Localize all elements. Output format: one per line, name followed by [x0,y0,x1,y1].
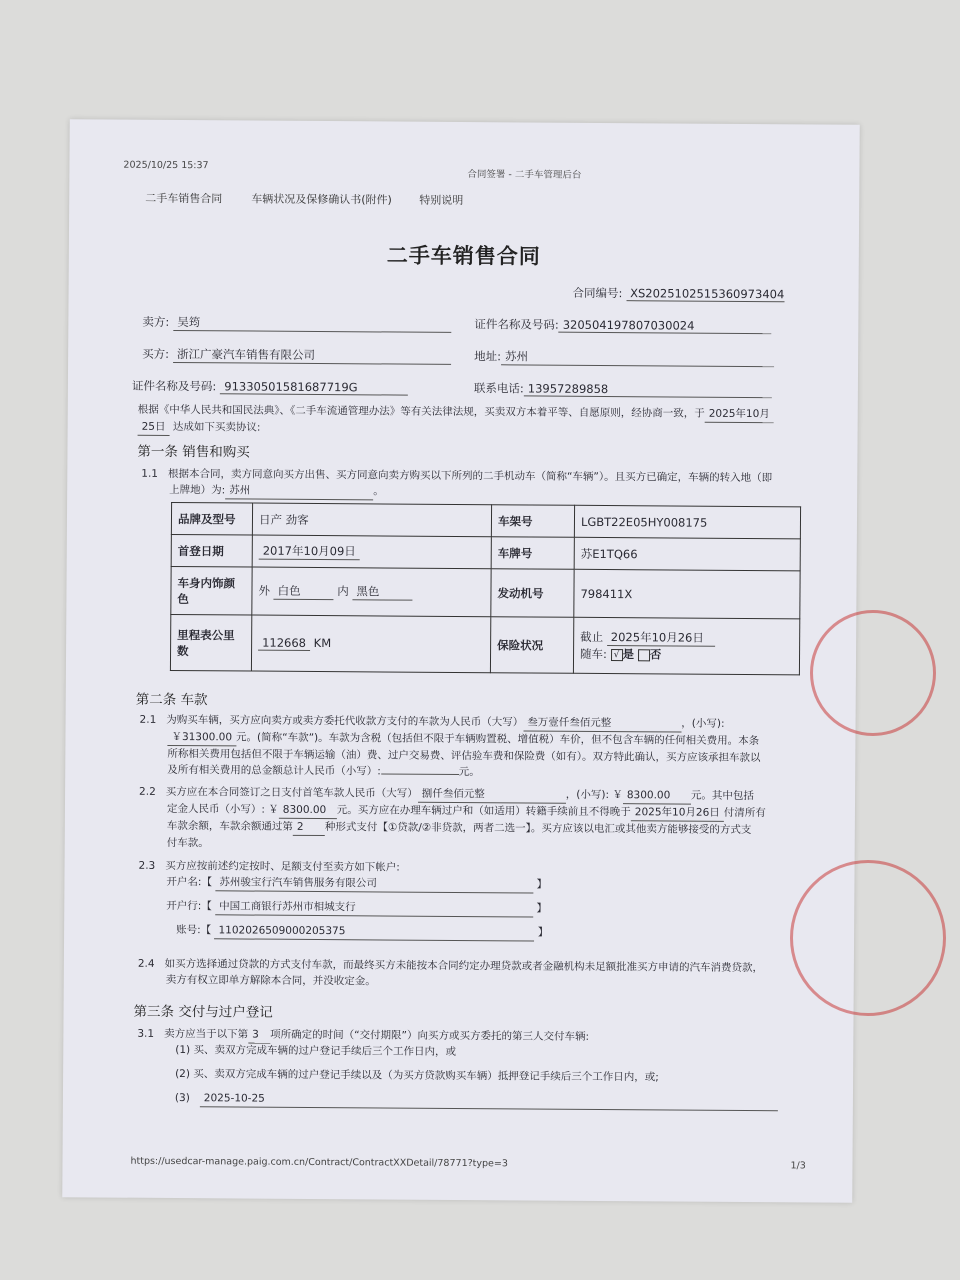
clause-1-1-text-b: 上牌地）为: [169,483,226,497]
clause-2-2-text-c: 元。其中包括 [690,789,754,803]
plate-value: 苏E1TQ66 [574,537,800,571]
delivery-option-number: 3 [248,1027,270,1044]
clause-2-1-text-f: 元。 [458,765,480,779]
clause-2-2-text-a: 买方应在本合同签订之日支付首笔车款人民币（大写） [165,785,418,800]
ext-color: 白色 [274,583,334,600]
agreement-date-a: 2025年10月 [705,406,774,423]
preamble [138,402,774,440]
registration-place: 苏州 [225,482,373,500]
page-title: 二手车销售合同 [386,243,541,269]
company-seal-stamp [810,610,936,736]
clause-1-1-num: 1.1 [141,467,159,480]
buyer-name: 浙江广豪汽车销售有限公司 [173,346,451,365]
delivery-date: 2025-10-25 [200,1090,778,1111]
phone-label: 联系电话: [473,381,524,396]
clause-1-1 [141,466,772,503]
clause-2-4-text-b: 卖方有权立即单方解除本合同，并没收定金。 [165,973,376,988]
seller-label: 卖方: [142,314,170,329]
with-car-yes-checkbox[interactable]: √ [611,649,623,661]
clause-3-1-text-a: 卖方应当于以下第 [164,1027,249,1041]
bank-bracket: 】 [536,902,548,915]
bank-row [166,898,547,918]
final-payment-date: 2025年10月26日 [631,804,724,822]
reg-date-value: 2017年10月09日 [259,543,360,561]
delivery-option-1: (1) 买、卖双方完成车辆的过户登记手续后三个工作日内，或 [175,1044,457,1058]
ext-color-label: 外 [258,583,271,598]
insurance-label: 保险状况 [490,617,573,674]
clause-2-2-text-e: 元。买方应在办理车辆过户和（如适用）转籍手续前且不得晚于 [336,804,631,819]
price-amount: ￥31300.00 [167,729,236,746]
engine-value: 798411X [574,569,800,619]
seller-name: 吴筠 [173,314,451,333]
vin-value: LGBT22E05HY008175 [574,505,800,539]
tab-special-notes[interactable]: 特别说明 [419,193,464,208]
clause-3-1-text-b: 项所确定的时间（“交付期限”）向买方或买方委托的第三人交付车辆: [270,1028,590,1043]
plate-label: 车牌号 [491,537,574,570]
vin-label: 车架号 [491,505,574,538]
clause-2-2-text-i: 付车款。 [166,836,209,850]
delivery-option-3-label: (3) [174,1092,190,1105]
clause-1-1-text-a: 根据本合同，卖方同意向买方出售、买方同意向卖方购买以下所列的二手机动车（简称“车辆”）。且买方已确定，车辆的转入地（即 [167,467,773,485]
clause-2-1-text-c: 元。(简称“车款”)。车款为含税（包括但不限于车辆购置税、增值税）车价，但不包含车辆的任何相关费用。本条 [236,731,760,748]
account-name-bracket: 】 [536,878,548,891]
footer-url: https://usedcar-manage.paig.com.cn/Contract/ContractXXDetail/78771?type=3 [130,1155,508,1170]
address: 苏州 [501,348,774,367]
preamble-text: 根据《中华人民共和国民法典》、《二手车流通管理办法》等有关法律法规，买卖双方本着平等、自愿原则，经协商一致，于 [137,403,705,420]
deposit-amount: 8300.00 [279,802,337,819]
clause-2-3-num: 2.3 [138,859,156,872]
company-seal-stamp-lower [790,860,946,1016]
first-payment-uppercase: 捌仟叁佰元整 [418,786,566,804]
account-name-row [166,874,547,894]
clause-2-2-text-h: 种形式支付【①贷款/②非贷款，两者二选一】。买方应该以电汇或其他卖方能够接受的方式支 [324,821,752,837]
preamble-tail: 达成如下买卖协议: [172,420,261,434]
insurance-until: 2025年10月26日 [607,629,715,647]
contract-no: XS20251025153609734​04 [626,286,784,302]
payment-method-number: 2 [293,819,325,836]
total-amount-blank [381,773,459,775]
buyer-label: 买方: [142,346,170,361]
clause-1-1-end: 。 [373,485,384,498]
clause-2-2-text-f: 付清所有 [723,806,766,820]
clause-2-2-text-b: ，(小写): ￥ [565,788,623,802]
with-car-no-checkbox[interactable] [638,649,650,661]
clause-2-1-text-a: 为购买车辆，买方应向卖方或卖方委托代收款方支付的车款为人民币（大写） [166,713,524,729]
price-uppercase: 叁万壹仟叁佰元整 [523,714,681,732]
brand-value: 日产 劲客 [252,503,491,537]
with-car-yes-label: 是 [622,647,635,662]
brand-label: 品牌及型号 [171,502,252,535]
first-payment-amount: 8300.00 [623,787,691,804]
article-2-heading: 第二条 车款 [135,691,208,709]
contract-paper [62,119,860,1202]
delivery-option-3 [175,1090,778,1111]
seller-id-label: 证件名称及号码: [474,317,559,332]
clause-2-4 [138,956,763,992]
engine-label: 发动机号 [491,569,574,618]
account-no-bracket: 】 [537,926,549,939]
tab-vehicle-condition[interactable]: 车辆状况及保修确认书(附件) [251,192,392,207]
vehicle-table [170,502,801,675]
color-label: 车身内饰颜色 [171,566,252,615]
account-name-label: 开户名:【 [166,875,213,889]
clause-2-4-text-a: 如买方选择通过贷款的方式支付车款，而最终买方未能按本合同约定办理贷款或者金融机构未足额批准买方申请的汽车消费贷款， [164,957,764,975]
phone: 13957289858 [524,381,772,398]
delivery-option-2: (2) 买、卖双方完成车辆的过户登记手续以及（为买方贷款购买车辆）抵押登记手续后三个工作日内，或; [175,1068,659,1084]
clause-2-1-num: 2.1 [139,713,157,726]
page-number: 1/3 [790,1160,806,1172]
clause-2-4-num: 2.4 [137,957,155,970]
print-datetime: 2025/10/25 15:37 [123,159,209,172]
mileage-unit: KM [313,635,332,651]
account-no: 1102026509000205375 [214,922,534,941]
clause-2-1-text-b: ，(小写): [681,717,725,730]
int-color: 黑色 [352,583,412,600]
bank-label: 开户行:【 [166,899,212,913]
account-name: 苏州骏宝行汽车销售服务有限公司 [215,874,533,893]
insurance-until-label: 截止 [580,629,604,644]
article-3-heading: 第三条 交付与过户登记 [133,1003,273,1021]
buyer-id-label: 证件名称及号码: [131,378,217,394]
mileage-value: 112668 [258,636,310,651]
seller-id: 320504197807030024 [559,318,772,334]
clause-2-2-text-d: 定金人民币（小写）: ￥ [166,802,279,816]
account-no-label: 账号:【 [176,924,212,937]
bank-name: 中国工商银行苏州市相城支行 [215,898,533,917]
clause-2-2 [139,784,766,855]
clause-2-1 [139,712,761,782]
clause-2-3-text: 买方应按前述约定按时、足额支付至卖方如下帐户: [165,859,400,874]
clause-2-2-text-g: 车款余额，车款余额通过第 [166,819,293,833]
int-color-label: 内 [337,584,349,599]
buyer-id: 91330501581687719G [220,379,408,395]
article-1-heading: 第一条 销售和购买 [137,443,250,461]
clause-2-3 [139,858,400,876]
address-label: 地址: [474,349,502,364]
agreement-date-b: 25日 [138,419,170,436]
account-no-row [176,922,548,942]
clause-2-2-num: 2.2 [139,785,156,798]
with-car-no-label: 否 [649,647,662,662]
clause-3-1-num: 3.1 [137,1027,155,1040]
contract-no-label: 合同编号: [572,285,623,301]
with-car-label: 随车: [580,646,607,662]
mileage-label: 里程表公里数 [170,614,251,671]
clause-2-1-text-d: 所称相关费用包括但不限于车辆运输（油）费、过户交易费、评估验车费和保险费（如有）。双方特此确认，买方应该承担车款以 [167,747,761,765]
tab-sales-contract[interactable]: 二手车销售合同 [145,191,223,206]
print-page-title: 合同签署 - 二手车管理后台 [467,169,582,181]
reg-date-label: 首登日期 [171,534,252,567]
clause-2-1-text-e: 及所有相关费用的总金额总计人民币（小写）: [167,763,381,778]
